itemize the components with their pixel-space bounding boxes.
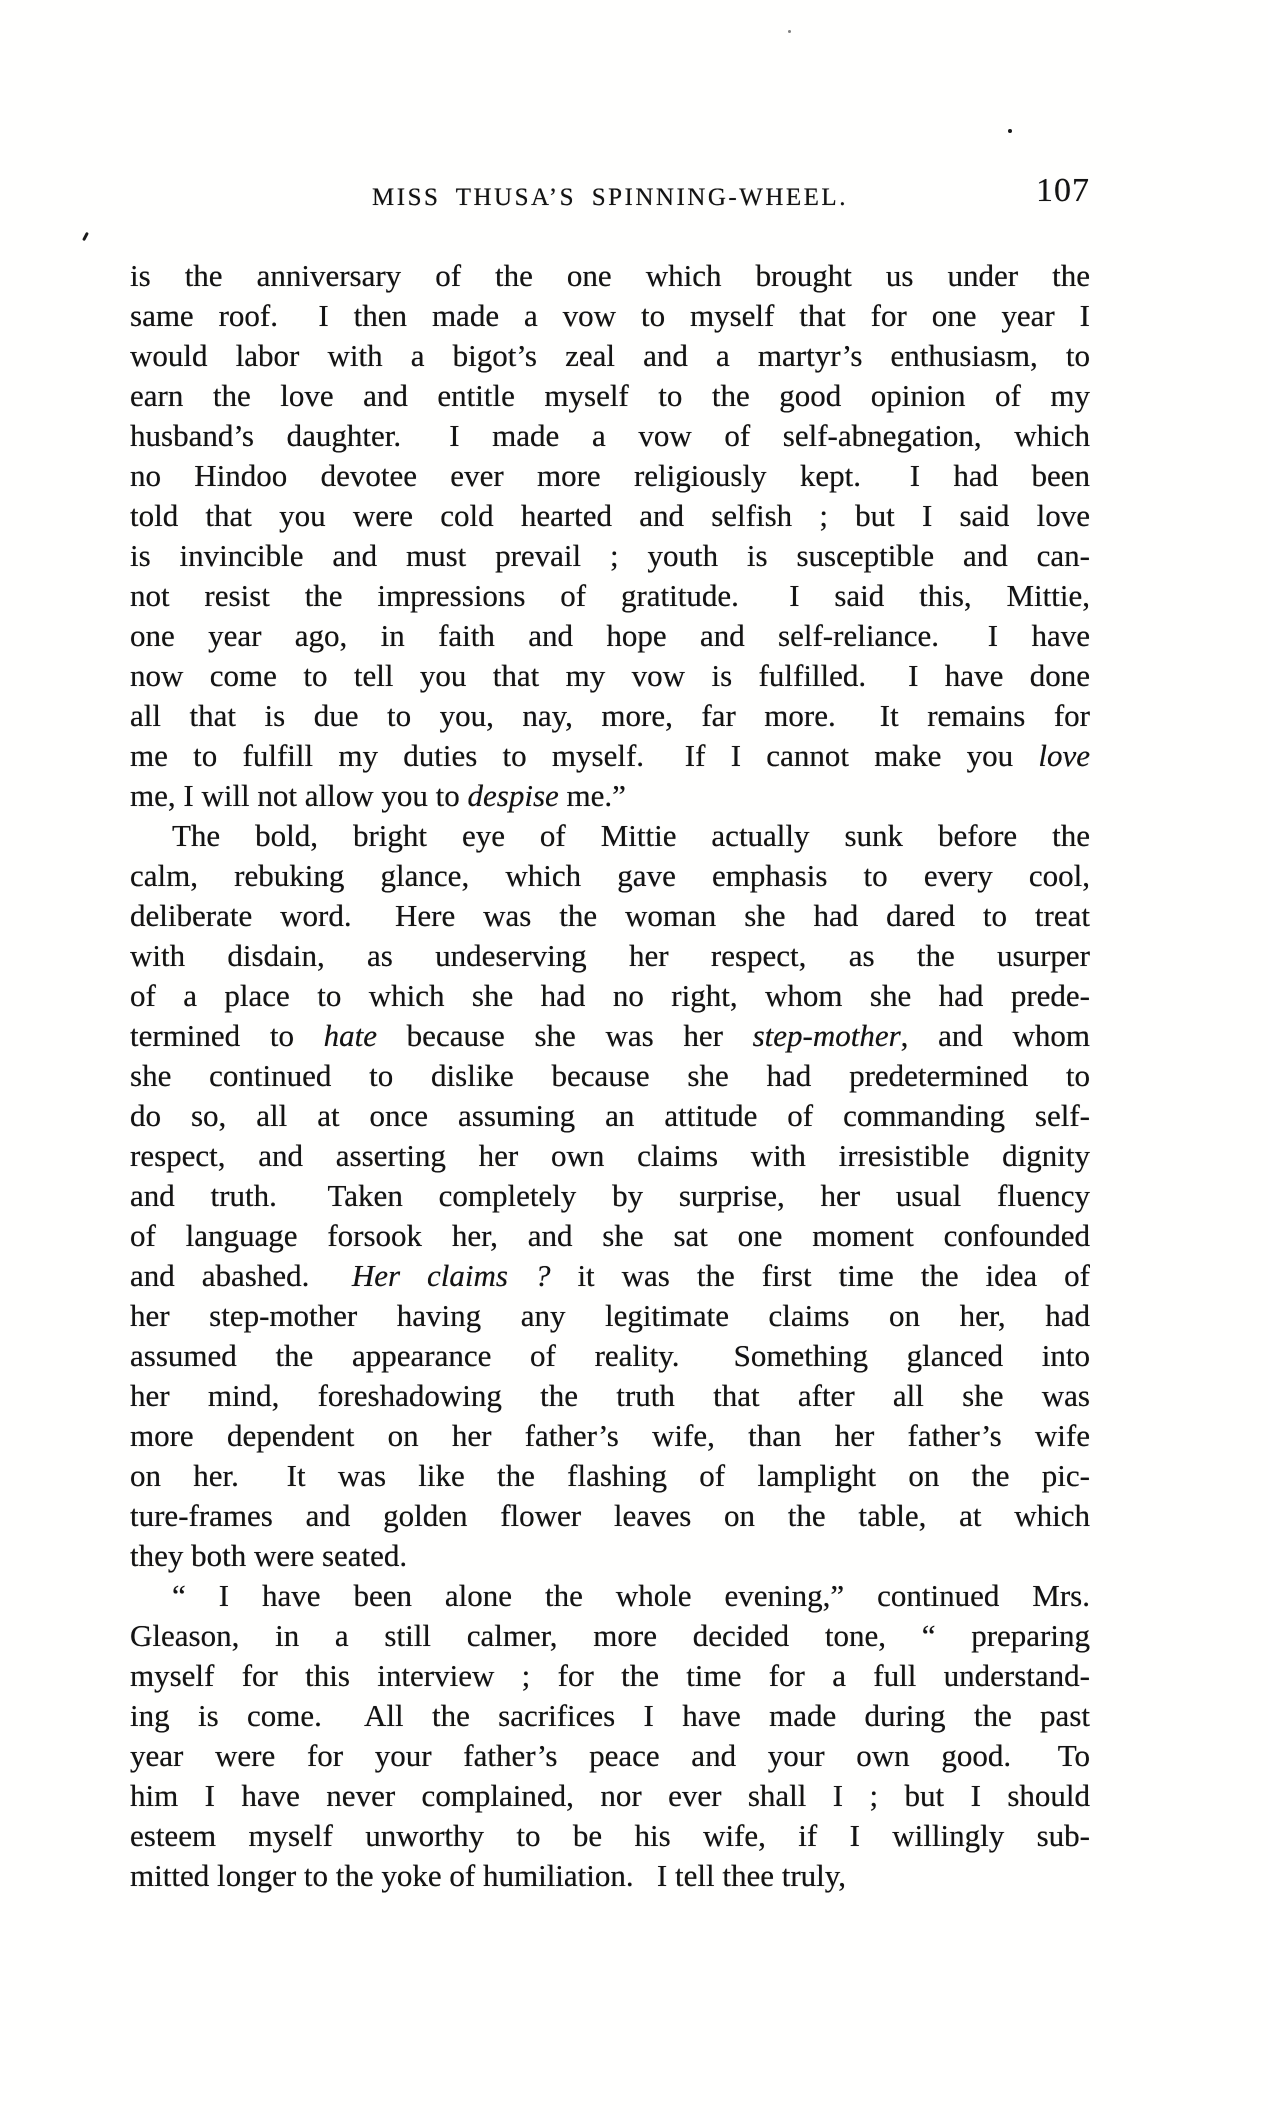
text-line [130, 1296, 1090, 1336]
text-segment: calm, rebuking glance, which gave emphasis to every cool, [130, 858, 1090, 893]
text-segment: told that you were cold hearted and selfish ; but I said love [130, 498, 1090, 533]
text-line [130, 1176, 1090, 1216]
text-segment: same roof. I then made a vow to myself that for one year I [130, 298, 1090, 333]
text-line [130, 1376, 1090, 1416]
text-segment: termined to [130, 1018, 324, 1053]
text-line [130, 1016, 1090, 1056]
text-line [130, 256, 1090, 296]
ink-speck-artifact [1008, 129, 1012, 133]
paragraph [130, 256, 1090, 816]
text-line [130, 1616, 1090, 1656]
text-line [130, 736, 1090, 776]
text-line [130, 1456, 1090, 1496]
text-segment: me.” [558, 778, 626, 813]
text-line [130, 296, 1090, 336]
italic-text: hate [323, 1018, 378, 1053]
text-line [130, 856, 1090, 896]
text-segment: mitted longer to the yoke of humiliation. I tell thee truly, [130, 1858, 846, 1893]
text-line [130, 976, 1090, 1016]
paragraph [130, 816, 1090, 1576]
running-header [130, 170, 1090, 220]
text-segment: Gleason, in a still calmer, more decided tone, “ preparing [130, 1618, 1090, 1653]
text-segment: deliberate word. Here was the woman she had dared to treat [130, 898, 1090, 933]
text-line [130, 1536, 1090, 1576]
text-segment: The bold, bright eye of Mittie actually sunk before the [172, 818, 1090, 853]
text-segment: one year ago, in faith and hope and self-reliance. I have [130, 618, 1090, 653]
text-line [130, 1256, 1090, 1296]
text-segment: earn the love and entitle myself to the good opinion of my [130, 378, 1090, 413]
text-line [130, 336, 1090, 376]
text-line [130, 896, 1090, 936]
text-segment: she continued to dislike because she had predetermined to [130, 1058, 1090, 1093]
page-body [130, 256, 1090, 1896]
text-segment: esteem myself unworthy to be his wife, if I willingly sub- [130, 1818, 1090, 1853]
text-segment: her mind, foreshadowing the truth that after all she was [130, 1378, 1090, 1413]
text-segment: of a place to which she had no right, whom she had prede- [130, 978, 1090, 1013]
text-line [130, 536, 1090, 576]
text-segment: because she was her [377, 1018, 753, 1053]
text-line [130, 456, 1090, 496]
text-segment: , and whom [900, 1018, 1090, 1053]
italic-text: despise [467, 778, 559, 813]
text-segment: me to fulfill my duties to myself. If I cannot make you [130, 738, 1039, 773]
text-line [130, 1216, 1090, 1256]
text-segment: and abashed. [130, 1258, 352, 1293]
text-segment: it was the first time the idea of [550, 1258, 1090, 1293]
text-segment: her step-mother having any legitimate claims on her, had [130, 1298, 1090, 1333]
text-line [130, 1496, 1090, 1536]
text-line [130, 776, 1090, 816]
text-line [130, 1736, 1090, 1776]
text-segment: “ I have been alone the whole evening,” continued Mrs. [172, 1578, 1090, 1613]
text-segment: not resist the impressions of gratitude. I said this, Mittie, [130, 578, 1090, 613]
text-segment: now come to tell you that my vow is fulfilled. I have done [130, 658, 1090, 693]
text-line [130, 1776, 1090, 1816]
text-segment: do so, all at once assuming an attitude of commanding self- [130, 1098, 1090, 1133]
text-segment: ing is come. All the sacrifices I have made during the past [130, 1698, 1090, 1733]
text-line [130, 1056, 1090, 1096]
text-segment: on her. It was like the flashing of lamplight on the pic- [130, 1458, 1090, 1493]
text-segment: assumed the appearance of reality. Something glanced into [130, 1338, 1090, 1373]
text-segment: is the anniversary of the one which brought us under the [130, 258, 1090, 293]
text-segment: all that is due to you, nay, more, far more. It remains for [130, 698, 1090, 733]
text-segment: and truth. Taken completely by surprise, her usual fluency [130, 1178, 1090, 1213]
italic-text: step-mother [752, 1018, 901, 1053]
text-segment: is invincible and must prevail ; youth is susceptible and can- [130, 538, 1090, 573]
text-segment: they both were seated. [130, 1538, 408, 1573]
text-segment: husband’s daughter. I made a vow of self-abnegation, which [130, 418, 1090, 453]
text-segment: with disdain, as undeserving her respect, as the usurper [130, 938, 1090, 973]
text-line [130, 376, 1090, 416]
text-line [130, 1336, 1090, 1376]
italic-text: love [1038, 738, 1090, 773]
text-segment: year were for your father’s peace and your own good. To [130, 1738, 1090, 1773]
text-segment: more dependent on her father’s wife, than her father’s wife [130, 1418, 1090, 1453]
text-line [130, 1576, 1090, 1616]
text-line [130, 1656, 1090, 1696]
text-line [130, 696, 1090, 736]
text-line [130, 1696, 1090, 1736]
text-line [130, 576, 1090, 616]
text-line [130, 1416, 1090, 1456]
page-number: 107 [1036, 172, 1090, 209]
text-line [130, 616, 1090, 656]
ink-speck-artifact [788, 30, 791, 33]
text-line [130, 1856, 1090, 1896]
ink-speck-artifact [82, 232, 89, 241]
text-segment: respect, and asserting her own claims with irresistible dignity [130, 1138, 1090, 1173]
text-segment: me, I will not allow you to [130, 778, 468, 813]
italic-text: Her claims ? [351, 1258, 551, 1293]
text-line [130, 1816, 1090, 1856]
text-segment: him I have never complained, nor ever shall I ; but I should [130, 1778, 1090, 1813]
text-segment: no Hindoo devotee ever more religiously kept. I had been [130, 458, 1090, 493]
text-line [130, 816, 1090, 856]
text-segment: of language forsook her, and she sat one moment confounded [130, 1218, 1090, 1253]
text-line [130, 936, 1090, 976]
text-line [130, 1096, 1090, 1136]
text-segment: myself for this interview ; for the time for a full understand- [130, 1658, 1090, 1693]
paragraph [130, 1576, 1090, 1896]
running-header-title: MISS THUSA’S SPINNING-WHEEL. [372, 184, 848, 211]
text-line [130, 416, 1090, 456]
text-line [130, 656, 1090, 696]
text-line [130, 496, 1090, 536]
text-segment: ture-frames and golden flower leaves on the table, at which [130, 1498, 1090, 1533]
text-line [130, 1136, 1090, 1176]
text-segment: would labor with a bigot’s zeal and a martyr’s enthusiasm, to [130, 338, 1090, 373]
